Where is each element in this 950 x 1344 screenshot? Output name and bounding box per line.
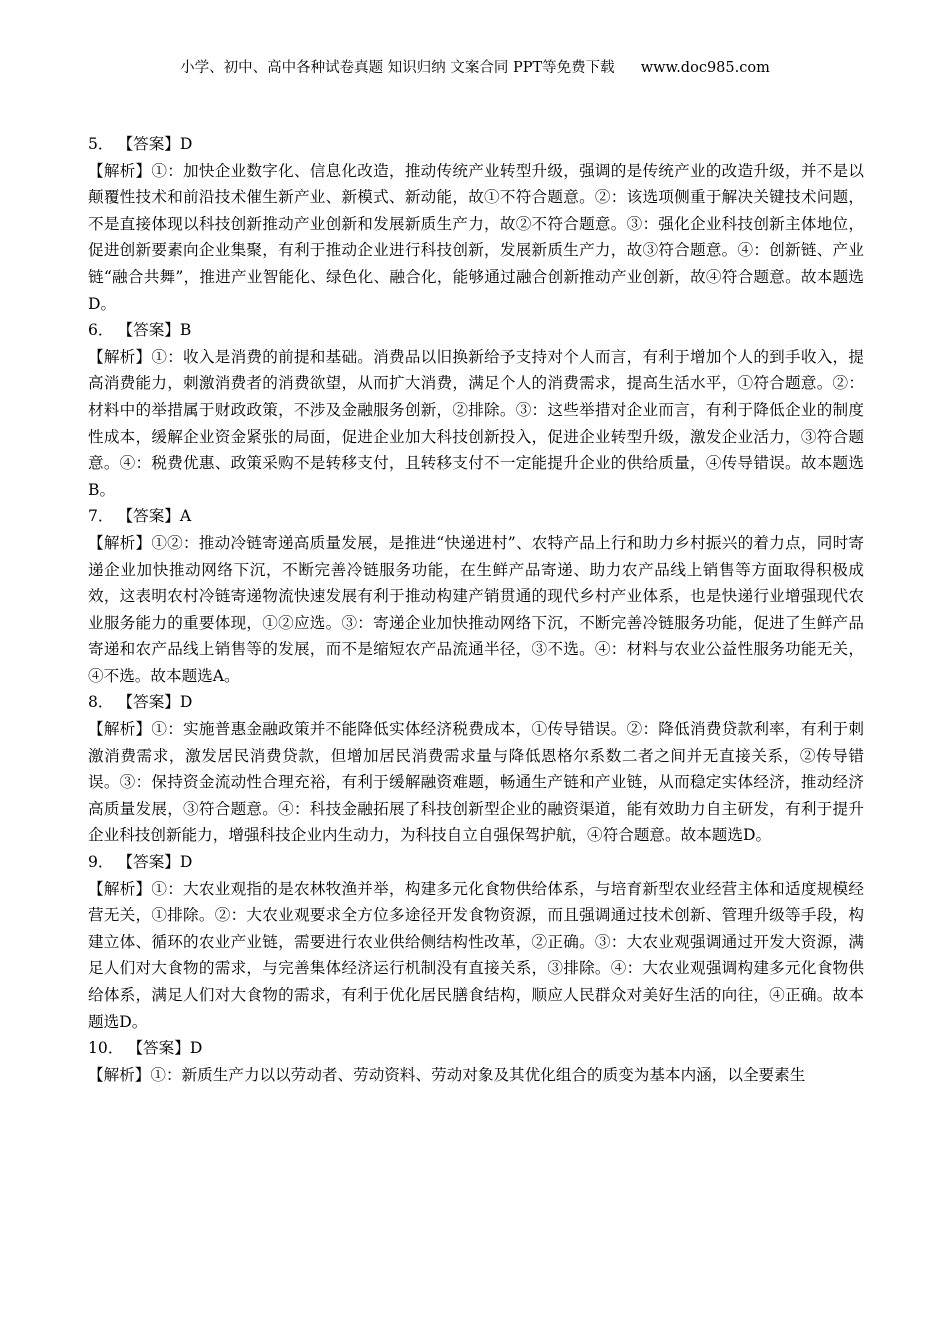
- question-number: 10．: [88, 1039, 124, 1058]
- question-block-8: [88, 689, 864, 849]
- answer-text: 【答案】D: [117, 853, 193, 872]
- answer-line: [88, 131, 864, 158]
- question-block-10: [88, 1035, 864, 1088]
- question-block-7: [88, 503, 864, 689]
- answer-text: 【答案】A: [117, 507, 192, 526]
- analysis-text: 【解析】①：新质生产力以以劳动者、劳动资料、劳动对象及其优化组合的质变为基本内涵，以全要素生: [88, 1065, 806, 1084]
- analysis-text: 【解析】①：大农业观指的是农林牧渔并举，构建多元化食物供给体系，与培育新型农业经营主体和适度规模经营无关，①排除。②：大农业观要求全方位多途径开发食物资源，而且强调通过技术创新、管理升级等手段，构建立体、循环的农业产业链，需要进行农业供给侧结构性改革，②正确。③：大农业观强调通过开发大资源，满足人们对大食物的需求，与完善集体经济运行机制没有直接关系，③排除。④：大农业观强调构建多元化食物供给体系，满足人们对大食物的需求，有利于优化居民膳食结构，顺应人民群众对美好生活的向往，④正确。故本题选D。: [88, 879, 864, 1031]
- answer-line: [88, 317, 864, 344]
- analysis-text: 【解析】①：加快企业数字化、信息化改造，推动传统产业转型升级，强调的是传统产业的改造升级，并不是以颠覆性技术和前沿技术催生新产业、新模式、新动能，故①不符合题意。②：该选项侧重于解决关键技术问题，不是直接体现以科技创新推动产业创新和发展新质生产力，故②不符合题意。③：强化企业科技创新主体地位，促进创新要素向企业集聚，有利于推动企业进行科技创新，发展新质生产力，故③符合题意。④：创新链、产业链“融合共舞”，推进产业智能化、绿色化、融合化，能够通过融合创新推动产业创新，故④符合题意。故本题选D。: [88, 161, 864, 313]
- answer-text: 【答案】D: [127, 1039, 203, 1058]
- answer-line: [88, 503, 864, 530]
- question-number: 7．: [88, 507, 114, 526]
- question-block-6: [88, 317, 864, 503]
- question-block-5: [88, 131, 864, 317]
- analysis-text: 【解析】①②：推动冷链寄递高质量发展，是推进“快递进村”、农特产品上行和助力乡村振兴的着力点，同时寄递企业加快推动网络下沉，不断完善冷链服务功能，在生鲜产品寄递、助力农产品线上销售等方面取得积极成效，这表明农村冷链寄递物流快速发展有利于推动构建产销贯通的现代乡村产业体系，也是快递行业增强现代农业服务能力的重要体现，①②应选。③：寄递企业加快推动网络下沉，不断完善冷链服务功能，促进了生鲜产品寄递和农产品线上销售等的发展，而不是缩短农产品流通半径，③不选。④：材料与农业公益性服务功能无关，④不选。故本题选A。: [88, 533, 864, 685]
- answer-line: [88, 849, 864, 876]
- answer-list: [88, 131, 864, 1088]
- question-number: 5．: [88, 135, 114, 153]
- answer-text: 【答案】B: [117, 321, 192, 340]
- answer-line: [88, 689, 864, 716]
- question-number: 8．: [88, 693, 114, 712]
- answer-line: [88, 1035, 864, 1062]
- question-number: 6．: [88, 321, 114, 340]
- question-number: 9．: [88, 853, 114, 872]
- header-url[interactable]: www.doc985.com: [640, 60, 770, 76]
- page-header: [0, 58, 950, 78]
- header-title: 小学、初中、高中各种试卷真题 知识归纳 文案合同 PPT等免费下载: [180, 60, 615, 76]
- analysis-text: 【解析】①：收入是消费的前提和基础。消费品以旧换新给予支持对个人而言，有利于增加个人的到手收入，提高消费能力，刺激消费者的消费欲望，从而扩大消费，满足个人的消费需求，提高生活水平，①符合题意。②：材料中的举措属于财政政策，不涉及金融服务创新，②排除。③：这些举措对企业而言，有利于降低企业的制度性成本，缓解企业资金紧张的局面，促进企业加大科技创新投入，促进企业转型升级，激发企业活力，③符合题意。④：税费优惠、政策采购不是转移支付，且转移支付不一定能提升企业的供给质量，④传导错误。故本题选B。: [88, 347, 864, 499]
- answer-text: 【答案】D: [117, 135, 193, 153]
- question-block-9: [88, 849, 864, 1035]
- answer-text: 【答案】D: [117, 693, 193, 712]
- analysis-text: 【解析】①：实施普惠金融政策并不能降低实体经济税费成本，①传导错误。②：降低消费贷款利率，有利于刺激消费需求，激发居民消费贷款，但增加居民消费需求量与降低恩格尔系数二者之间并无直接关系，②传导错误。③：保持资金流动性合理充裕，有利于缓解融资难题，畅通生产链和产业链，从而稳定实体经济，推动经济高质量发展，③符合题意。④：科技金融拓展了科技创新型企业的融资渠道，能有效助力自主研发，有利于提升企业科技创新能力，增强科技企业内生动力，为科技自立自强保驾护航，④符合题意。故本题选D。: [88, 720, 864, 845]
